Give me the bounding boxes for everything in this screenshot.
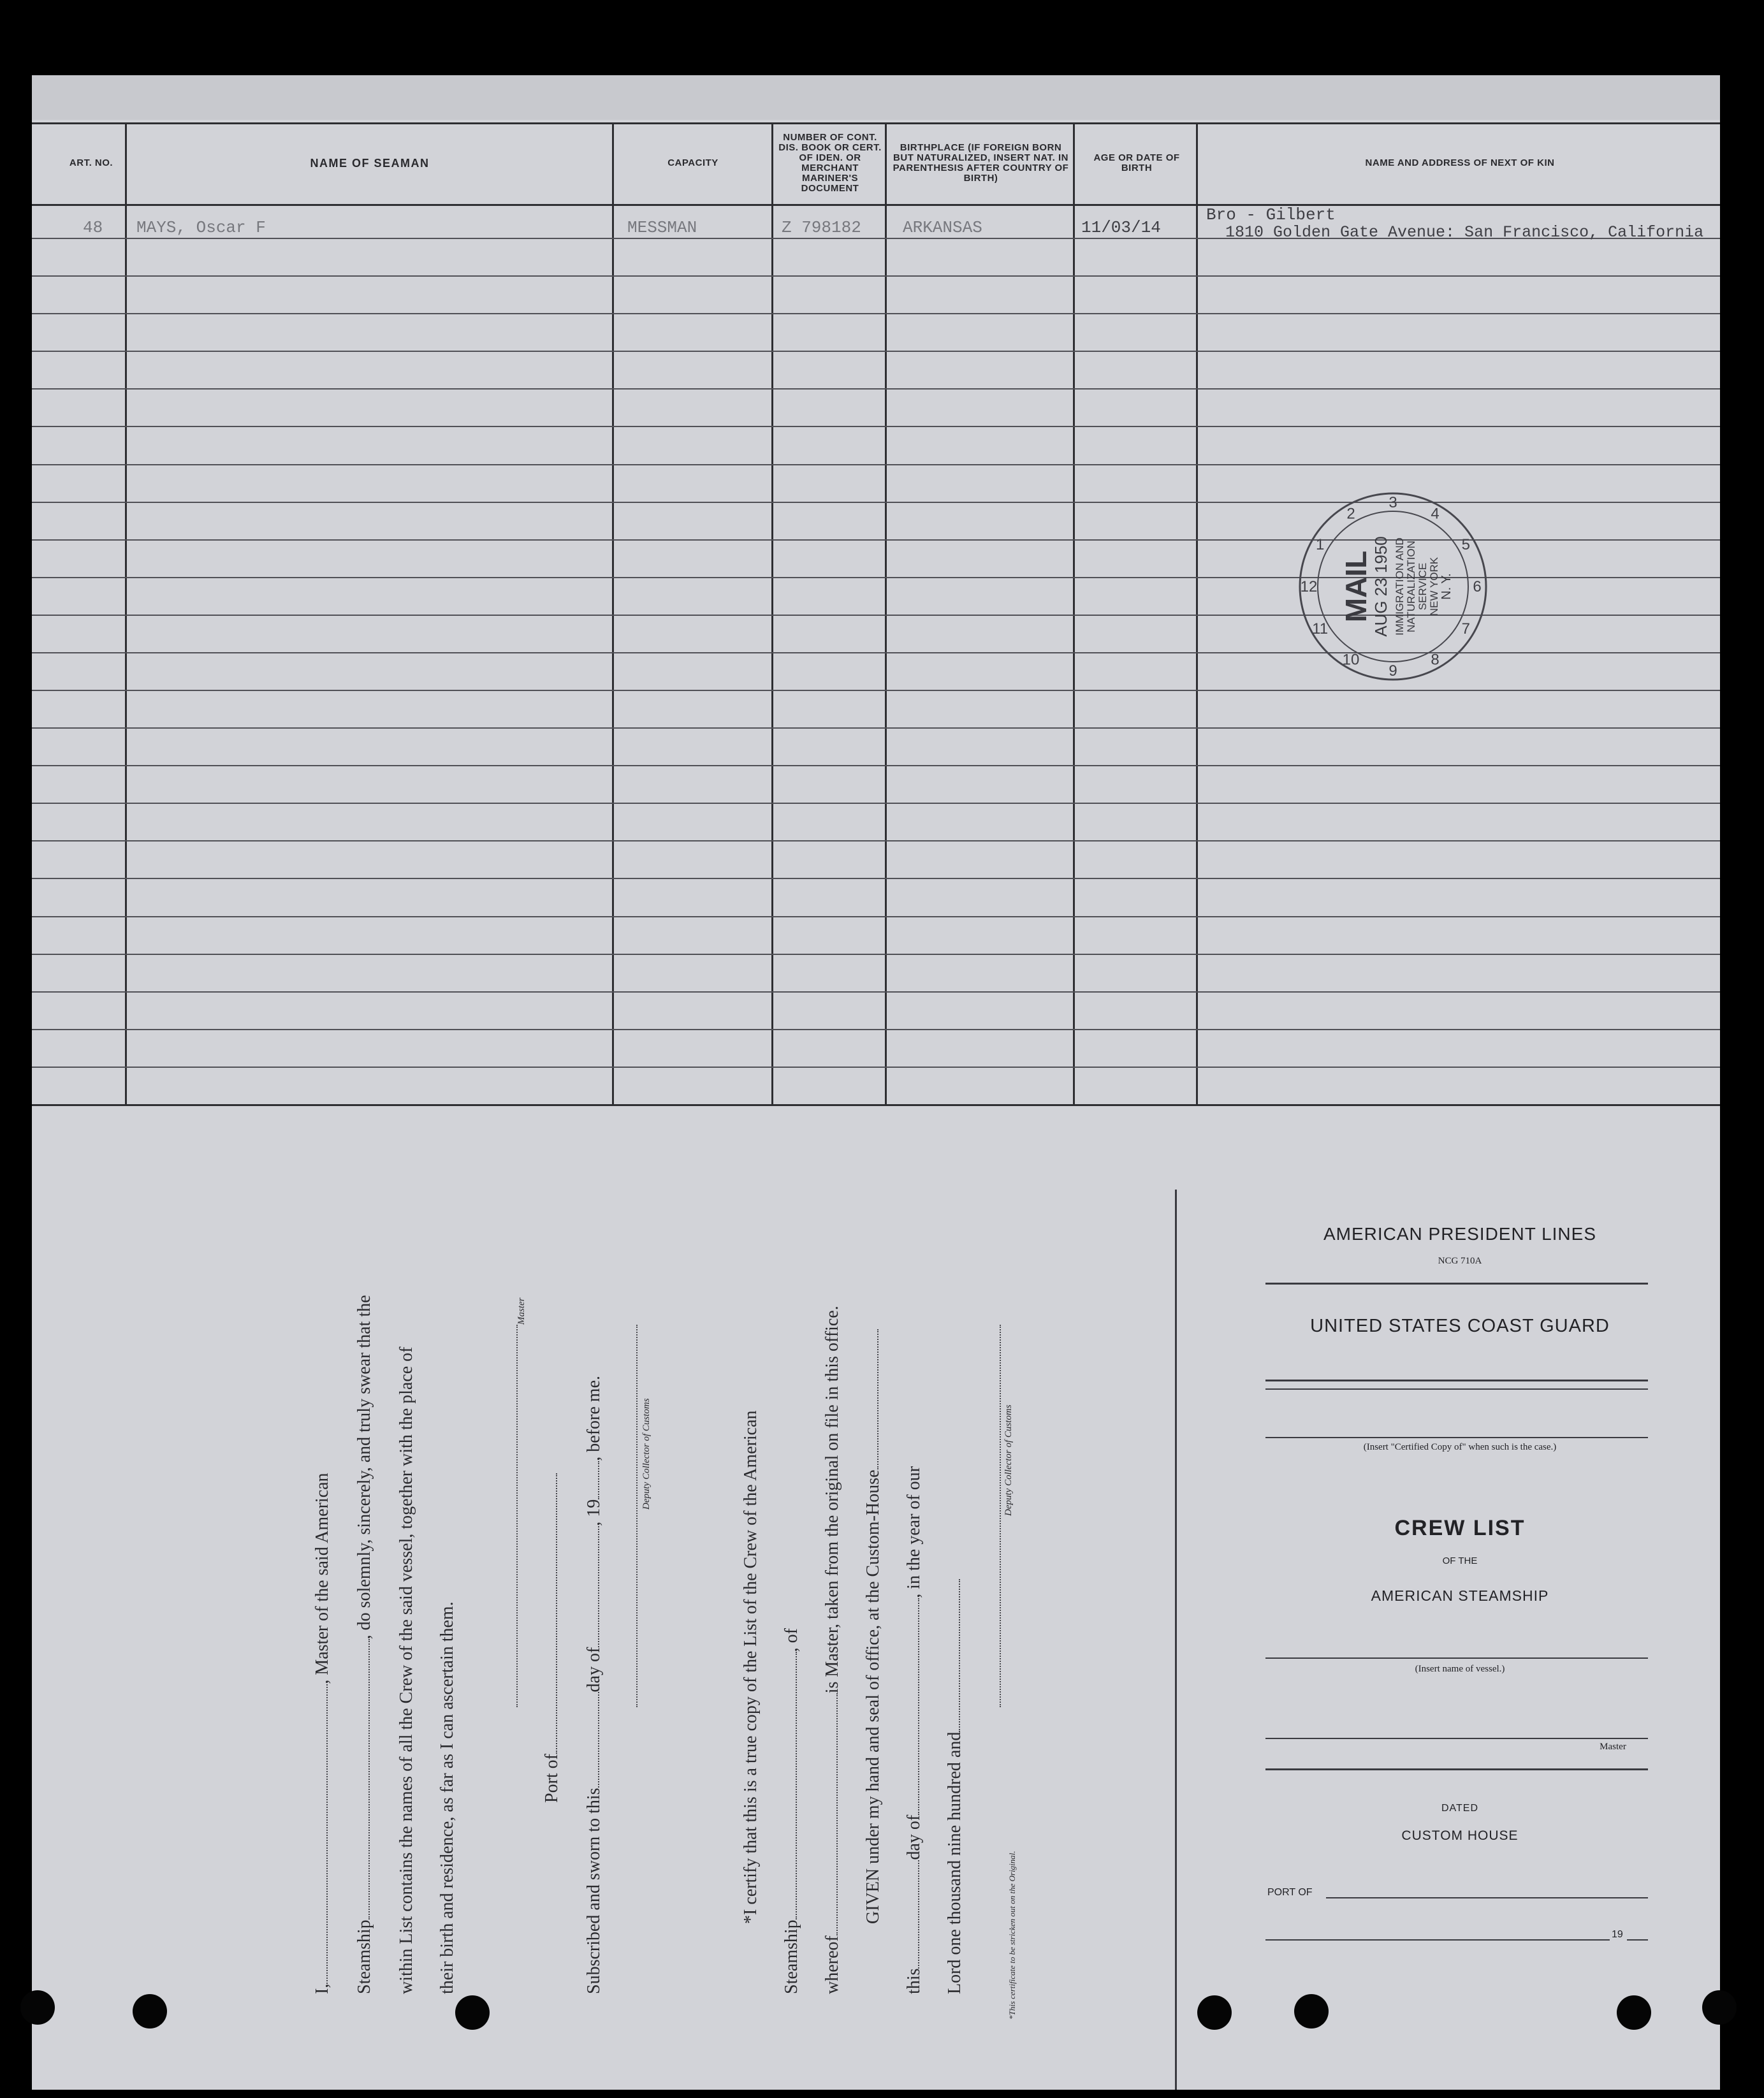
header-capacity: CAPACITY <box>667 157 718 168</box>
oath-line-4: their birth and residence, as far as I can ascertain them. <box>437 1601 457 1994</box>
insert-vessel-note: (Insert name of vessel.) <box>1415 1664 1505 1674</box>
deputy-signature-line <box>636 1325 639 1707</box>
rule <box>1265 1388 1648 1390</box>
oath-line1-a: I, <box>312 1983 332 1994</box>
certify-line2-a: Steamship <box>782 1920 801 1994</box>
blank-certify-steamship[interactable] <box>796 1652 797 1920</box>
crew-list-form <box>32 75 1720 2090</box>
certify-line-2 <box>782 1628 802 1994</box>
table-row-line <box>32 313 1720 314</box>
table-bottom-border <box>32 1104 1720 1106</box>
of-the-label: OF THE <box>1442 1555 1478 1566</box>
stamp-agency-4: NEW YORK <box>1428 557 1440 616</box>
table-row-line <box>32 803 1720 804</box>
american-steamship-label: AMERICAN STEAMSHIP <box>1371 1587 1549 1604</box>
certify-line6-text: Lord one thousand nine hundred and <box>945 1731 965 1994</box>
stamp-dial-numeral: 8 <box>1431 651 1440 669</box>
col-divider <box>1196 122 1198 1105</box>
subscribed-line <box>584 1376 604 1994</box>
header-bottom-border <box>32 204 1720 206</box>
crew-list-title: CREW LIST <box>1394 1516 1526 1540</box>
blank-whereof[interactable] <box>836 1693 838 1935</box>
stamp-dial-numeral: 5 <box>1461 536 1470 553</box>
blank-steamship[interactable] <box>368 1639 370 1920</box>
blank-custom-house[interactable] <box>877 1329 878 1469</box>
entry-birthplace: ARKANSAS <box>903 218 982 237</box>
stamp-dial-numeral: 1 <box>1316 536 1325 553</box>
stamp-dial-numeral: 3 <box>1389 494 1397 511</box>
stamp-dial-numeral: 4 <box>1431 505 1440 523</box>
dated-label: DATED <box>1441 1803 1479 1814</box>
blank-certify-month[interactable] <box>918 1598 919 1815</box>
punch-hole <box>1197 1995 1232 2030</box>
stamp-dial-numeral: 12 <box>1300 578 1318 595</box>
certify-line-1: *I certify that this is a true copy of the List of the Crew of the American <box>741 1410 761 1924</box>
punch-hole <box>1294 1994 1329 2029</box>
agency-name: UNITED STATES COAST GUARD <box>1310 1316 1610 1336</box>
master-name-line[interactable] <box>1265 1738 1648 1739</box>
blank-year[interactable] <box>598 1461 599 1499</box>
certify-line2-b: , of <box>782 1628 801 1652</box>
table-row-line <box>32 1029 1720 1030</box>
subscribed-a: Subscribed and sworn to this <box>584 1788 604 1994</box>
col-divider <box>885 122 887 1105</box>
col-divider <box>1073 122 1075 1105</box>
certify-footnote: *This certificate to be stricken out on the Original. <box>1007 1851 1017 2020</box>
entry-seaman-name: MAYS, Oscar F <box>136 218 266 237</box>
table-row-line <box>32 840 1720 841</box>
blank-day[interactable] <box>598 1692 599 1788</box>
table-top-border <box>32 122 1720 124</box>
oath-line-2 <box>354 1295 375 1994</box>
header-name-of-seaman: NAME OF SEAMAN <box>310 157 430 170</box>
date-line[interactable] <box>1265 1939 1610 1941</box>
col-divider <box>612 122 614 1105</box>
header-art-no: ART. NO. <box>69 157 113 168</box>
insert-certified-note: (Insert "Certified Copy of" when such is the case.) <box>1363 1442 1557 1452</box>
certify-line3-a: whereof <box>822 1935 842 1994</box>
blank-port[interactable] <box>556 1473 557 1754</box>
table-row-line <box>32 690 1720 691</box>
certify-line-6 <box>945 1579 965 1994</box>
oath-line2-b: , do solemnly, sincerely, and truly swear that the <box>354 1295 374 1640</box>
stamp-dial-numeral: 7 <box>1461 620 1470 637</box>
stamp-agency-3: SERVICE <box>1417 562 1429 611</box>
table-row-line <box>32 765 1720 766</box>
year-line[interactable] <box>1627 1939 1648 1941</box>
header-document-number: NUMBER OF CONT. DIS. BOOK OR CERT. OF IDEN. OR MERCHANT MARINER'S DOCUMENT <box>778 132 882 194</box>
stamp-dial-numeral: 6 <box>1473 578 1482 595</box>
punch-hole <box>1617 1995 1651 2030</box>
certify-line-3 <box>822 1306 843 1994</box>
certified-copy-line[interactable] <box>1265 1437 1648 1438</box>
master-signature-line <box>516 1325 519 1707</box>
punch-hole <box>20 1990 55 2025</box>
subscribed-b: day of <box>584 1647 604 1693</box>
certify-line-4 <box>863 1329 884 1924</box>
table-row-line <box>32 1067 1720 1068</box>
certify-line5-a: this <box>904 1968 924 1994</box>
stamp-mail: MAIL <box>1339 550 1373 623</box>
rule <box>1265 1768 1648 1770</box>
certify-line-5 <box>904 1466 924 1994</box>
entry-birth-date: 11/03/14 <box>1081 218 1161 237</box>
vessel-name-line[interactable] <box>1265 1657 1648 1659</box>
stamp-dial-numeral: 2 <box>1346 505 1355 523</box>
col-divider <box>771 122 773 1105</box>
year-prefix: 19 <box>1612 1929 1623 1940</box>
table-row-line <box>32 388 1720 390</box>
certify-line4-text: GIVEN under my hand and seal of office, at the Custom-House <box>863 1469 883 1924</box>
label-certify-deputy: Deputy Collector of Customs <box>1003 1404 1014 1516</box>
stamp-agency-5: N. Y. <box>1440 573 1454 600</box>
port-of-line[interactable] <box>1326 1897 1648 1898</box>
stamp-dial-numeral: 10 <box>1342 651 1360 669</box>
oath-line2-a: Steamship <box>354 1920 374 1994</box>
header-age: AGE OR DATE OF BIRTH <box>1093 152 1180 173</box>
table-row-line <box>32 464 1720 465</box>
custom-house-label: CUSTOM HOUSE <box>1401 1828 1519 1843</box>
label-master: Master <box>516 1297 527 1325</box>
panel-divider <box>1175 1190 1177 2090</box>
certify-line5-c: , in the year of our <box>904 1466 924 1598</box>
certify-line5-b: day of <box>904 1814 924 1860</box>
entry-kin-name: Bro - Gilbert <box>1206 205 1336 224</box>
label-port-of: Port of <box>542 1754 562 1803</box>
rule <box>1265 1380 1648 1381</box>
table-row-line <box>32 426 1720 427</box>
form-number: NCG 710A <box>1438 1256 1482 1266</box>
header-next-of-kin: NAME AND ADDRESS OF NEXT OF KIN <box>1365 157 1555 168</box>
certify-line3-b: is Master, taken from the original on file in this office. <box>822 1306 842 1694</box>
blank-month[interactable] <box>598 1526 599 1647</box>
oath-line1-b: , Master of the said American <box>312 1473 332 1684</box>
stamp-date: AUG 23 1950 <box>1371 536 1390 637</box>
punch-hole <box>133 1994 167 2029</box>
table-row-line <box>32 991 1720 993</box>
entry-kin-address: 1810 Golden Gate Avenue: San Francisco, California <box>1225 223 1704 242</box>
master-label: Master <box>1600 1742 1626 1752</box>
oath-line-1 <box>312 1473 333 1994</box>
col-divider <box>125 122 127 1105</box>
stamp-dial-numeral: 11 <box>1312 620 1329 637</box>
stamp-dial-numeral: 9 <box>1389 662 1397 680</box>
certify-deputy-signature-line <box>1000 1325 1002 1707</box>
immigration-mail-stamp <box>1297 491 1489 682</box>
entry-capacity: MESSMAN <box>627 218 697 237</box>
table-row-line <box>32 954 1720 955</box>
stamp-agency-2: NATURALIZATION <box>1405 541 1417 632</box>
table-row-line <box>32 351 1720 352</box>
oath-line-3: within List contains the names of all the Crew of the said vessel, together with the place of <box>397 1346 416 1994</box>
port-of-label: PORT OF <box>1267 1887 1313 1898</box>
port-of-line <box>542 1473 562 1803</box>
blank-master-name[interactable] <box>326 1684 328 1984</box>
subscribed-c: , 19 <box>584 1499 604 1526</box>
label-deputy-collector: Deputy Collector of Customs <box>641 1398 652 1510</box>
entry-document-number: Z 798182 <box>782 218 861 237</box>
stamp-agency-1: IMMIGRATION AND <box>1394 537 1406 636</box>
punch-hole <box>1702 1990 1737 2025</box>
subscribed-d: , before me. <box>584 1375 604 1461</box>
company-name: AMERICAN PRESIDENT LINES <box>1323 1224 1597 1244</box>
table-row-line <box>32 916 1720 917</box>
table-row-line <box>32 727 1720 729</box>
punch-hole <box>455 1995 490 2030</box>
table-row-line <box>32 275 1720 277</box>
blank-certify-day[interactable] <box>918 1860 919 1969</box>
header-birthplace: BIRTHPLACE (IF FOREIGN BORN BUT NATURALIZED, INSERT NAT. IN PARENTHESIS AFTER COUNTRY OF BIRTH) <box>893 142 1069 184</box>
blank-certify-year[interactable] <box>959 1579 960 1732</box>
rule <box>1265 1283 1648 1285</box>
entry-art-no: 48 <box>83 218 103 237</box>
paper-top-edge <box>32 75 1720 120</box>
table-row-line <box>32 878 1720 879</box>
